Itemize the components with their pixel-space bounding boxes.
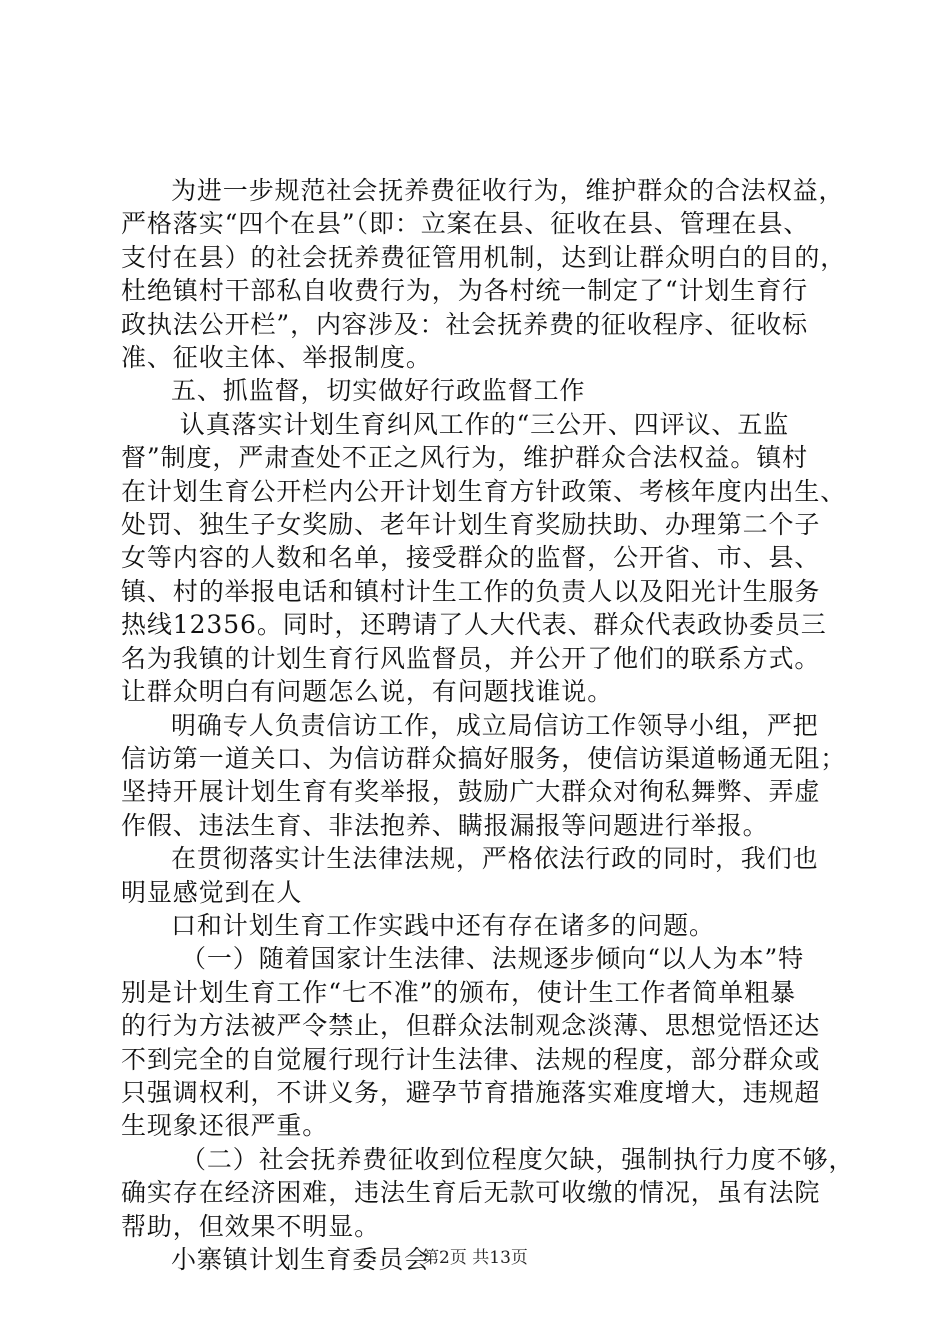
- text-line: 小寨镇计划生育委员会: [171, 1245, 431, 1274]
- text-line: 处罚、独生子女奖励、老年计划生育奖励扶助、办理第二个子: [121, 510, 821, 540]
- text-line: 帮助，但效果不明显。: [121, 1211, 381, 1241]
- text-line: 口和计划生育工作实践中还有存在诸多的问题。: [171, 910, 715, 940]
- text-line: 的行为方法被严令禁止，但群众法制观念淡薄、思想觉悟还达: [121, 1011, 821, 1041]
- text-line: 支付在县）的社会抚养费征管用机制，达到让群众明白的目的，: [121, 242, 847, 272]
- text-line: 女等内容的人数和名单，接受群众的监督，公开省、市、县、: [121, 543, 821, 573]
- text-line: 督”制度，严肃查处不正之风行为，维护群众合法权益。镇村: [121, 443, 809, 473]
- text-line: 生现象还很严重。: [121, 1111, 329, 1141]
- document-body: [121, 174, 855, 1276]
- text-line: 确实存在经济困难，违法生育后无款可收缴的情况，虽有法院: [121, 1178, 821, 1208]
- section-heading-supervision: [121, 374, 833, 407]
- text-line: （一）随着国家计生法律、法规逐步倾向“以人为本”特: [181, 944, 805, 974]
- paragraph-supervision-details: [121, 408, 847, 709]
- text-line: 认真落实计划生育纠风工作的“三公开、四评议、五监: [179, 409, 790, 439]
- text-line: 只强调权利，不讲义务，避孕节育措施落实难度增大，违规超: [121, 1077, 821, 1107]
- text-line: 不到完全的自觉履行现行计生法律、法规的程度，部分群众或: [121, 1044, 821, 1074]
- text-line: 为进一步规范社会抚养费征收行为，维护群众的合法权益，: [171, 176, 845, 205]
- paragraph-problems-intro: [121, 842, 833, 909]
- text-line: 政执法公开栏”，内容涉及：社会抚养费的征收程序、征收标: [121, 309, 809, 339]
- text-line: 严格落实“四个在县”（即：立案在县、征收在县、管理在县、: [121, 209, 810, 239]
- paragraph-abuse-fee-regulation: [121, 174, 847, 374]
- text-line: 别是计划生育工作“七不准”的颁布，使计生工作者简单粗暴: [121, 977, 796, 1007]
- text-line: （二）社会抚养费征收到位程度欠缺，强制执行力度不够，: [181, 1144, 855, 1174]
- text-line: 作假、违法生育、非法抱养、瞒报漏报等问题进行举报。: [121, 810, 769, 840]
- text-line: 让群众明白有问题怎么说，有问题找谁说。: [121, 677, 614, 707]
- text-line: 在贯彻落实计生法律法规，严格依法行政的同时，我们也: [171, 844, 819, 874]
- text-line: 坚持开展计划生育有奖举报，鼓励广大群众对徇私舞弊、弄虚: [121, 777, 821, 807]
- paragraph-petition-work: [121, 709, 847, 843]
- paragraph-problem-two: [121, 1143, 855, 1243]
- text-line: 准、征收主体、举报制度。: [121, 343, 432, 373]
- text-line: 名为我镇的计划生育行风监督员，并公开了他们的联系方式。: [121, 643, 821, 673]
- text-line: 热线12356。同时，还聘请了人大代表、群众代表政协委员三: [121, 610, 827, 640]
- text-line: 五、抓监督，切实做好行政监督工作: [171, 376, 586, 406]
- text-line: 杜绝镇村干部私自收费行为，为各村统一制定了“计划生育行: [121, 276, 809, 306]
- text-line: 镇、村的举报电话和镇村计生工作的负责人以及阳光计生服务: [121, 576, 821, 606]
- paragraph-problems-continued: [121, 909, 833, 942]
- text-line: 明确专人负责信访工作，成立局信访工作领导小组，严把: [171, 710, 819, 740]
- page-number-footer: 第2页 共13页: [422, 1248, 528, 1268]
- paragraph-problem-one: [121, 942, 833, 1142]
- text-line: 在计划生育公开栏内公开计划生育方针政策、考核年度内出生、: [121, 476, 847, 506]
- text-line: 信访第一道关口、为信访群众搞好服务，使信访渠道畅通无阻；: [121, 743, 847, 773]
- text-line: 明显感觉到在人: [121, 877, 303, 907]
